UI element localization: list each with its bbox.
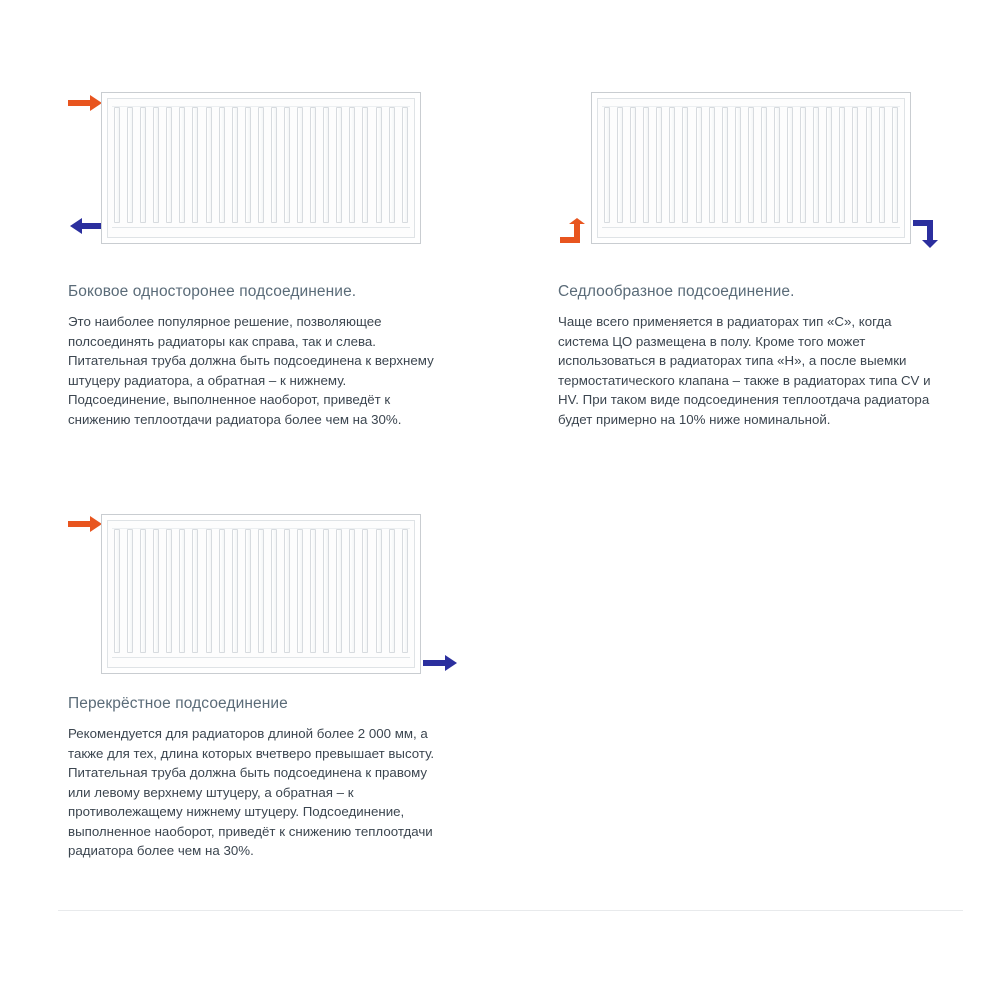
return-arrow-right-icon	[423, 655, 459, 671]
radiator-inner-panel	[597, 98, 905, 238]
radiator-fins	[604, 107, 898, 223]
panel-radiator-icon	[101, 92, 421, 244]
return-arrow-left-icon	[68, 218, 104, 234]
radiator-figure-side	[68, 78, 468, 268]
figure-description: Это наиболее популярное решение, позволяющее полсоединять радиаторы как справа, так и слева. Питательная труба должна быть подсоединена к верхнему штуцеру радиатора, а обратная – к нижнему. Подсоединение, выполненное наоборот, приведёт к снижению теплоотдачи радиатора более чем на 30%.	[68, 314, 434, 427]
radiator-bottom-bar	[112, 657, 410, 663]
panel-radiator-icon	[591, 92, 911, 244]
supply-arrow-right-icon	[68, 95, 104, 111]
panel-radiator-icon	[101, 514, 421, 674]
radiator-figure-saddle	[558, 78, 958, 268]
radiator-bottom-bar	[602, 227, 900, 233]
return-arrow-right-down-icon	[913, 220, 947, 252]
section-divider	[58, 910, 963, 911]
figure-caption: Седлообразное подсоединение.	[558, 283, 795, 300]
supply-arrow-right-icon	[68, 516, 104, 532]
figure-caption: Перекрёстное подсоединение	[68, 695, 288, 712]
diagram-block-saddle-connection	[558, 78, 958, 429]
figure-description: Чаще всего применяется в радиаторах тип «С», когда система ЦО размещена в полу. Кроме того может использоваться в радиаторах типа «Н», а после выемки термостатического клапана – также в радиаторах типа CV и HV. При таком виде подсоединения теплоотдача радиатора будет примерно на 10% ниже номинальной.	[558, 314, 931, 427]
diagram-block-cross-connection	[68, 500, 468, 861]
radiator-inner-panel	[107, 98, 415, 238]
radiator-figure-cross	[68, 500, 468, 680]
supply-arrow-right-up-icon	[560, 218, 594, 248]
radiator-fins	[114, 107, 408, 223]
radiator-fins	[114, 529, 408, 653]
figure-caption: Боковое односторонее подсоединение.	[68, 283, 357, 300]
diagram-block-side-connection	[68, 78, 468, 429]
figure-description: Рекомендуется для радиаторов длиной более 2 000 мм, а также для тех, длина которых вчетверо превышает высоту. Питательная труба должна быть подсоединена к правому или левому верхнему штуцеру, а обратная – к противолежащему нижнему штуцеру. Подсоединение, выполненное наоборот, приведёт к снижению теплоотдачи радиатора более чем на 30%.	[68, 726, 435, 859]
radiator-bottom-bar	[112, 227, 410, 233]
radiator-inner-panel	[107, 520, 415, 668]
